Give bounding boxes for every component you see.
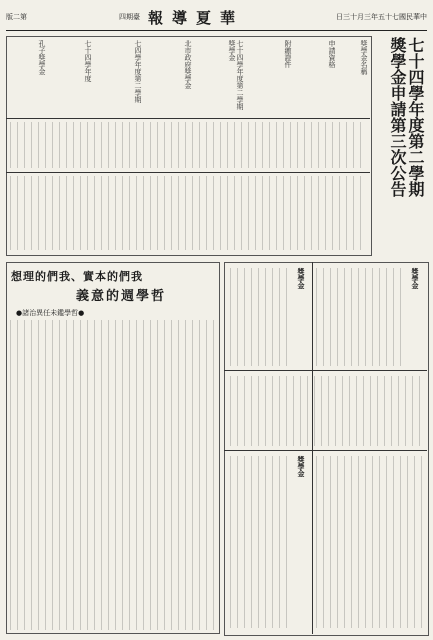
text-block: [316, 456, 422, 628]
masthead-bar: [6, 4, 427, 31]
scholarship-column: 附繳證件: [284, 40, 292, 68]
scholarship-column: 七四學年度第二學期: [134, 40, 142, 103]
text-block: [230, 376, 424, 446]
table-divider: [6, 118, 370, 119]
scholarship-column: 七十四學年度第二學期獎學金: [228, 40, 244, 110]
issue-number: 四期臺: [118, 13, 140, 21]
section-label: 獎學金: [297, 268, 306, 289]
article-title-line1: 想理的們我、實本的們我: [11, 270, 143, 283]
newspaper-title: 報導夏華: [147, 8, 244, 27]
article-author: ●諸治異任未鑑學哲●: [16, 309, 85, 317]
scholarship-column: 北市政府獎學金: [184, 40, 192, 89]
text-block: [316, 268, 406, 366]
scholarship-column: 孔子獎學金: [38, 40, 46, 75]
publication-date: 日三十月三年五十七國民華中: [335, 13, 427, 21]
article-box: [6, 262, 220, 634]
table-divider: [224, 370, 427, 371]
text-block: [230, 268, 292, 366]
section-label: 獎學金: [411, 268, 420, 289]
text-block: [10, 122, 366, 168]
scholarship-column: 獎學金名稱: [360, 40, 368, 75]
scholarship-column: 七十四學年度: [84, 40, 92, 82]
article-title-line2: 義意的週學哲: [76, 289, 167, 304]
page-number: 版二第: [6, 13, 27, 21]
text-block: [10, 176, 366, 250]
text-block: [230, 456, 292, 628]
scholarship-column: 申請資格: [328, 40, 336, 68]
table-divider: [312, 262, 313, 634]
table-divider: [6, 172, 370, 173]
section-label: 獎學金: [297, 456, 306, 477]
article-body: [10, 320, 216, 630]
main-headline: 七十四學年度第二學期 獎學金申請第三次公告: [388, 37, 425, 197]
table-divider: [224, 450, 427, 451]
